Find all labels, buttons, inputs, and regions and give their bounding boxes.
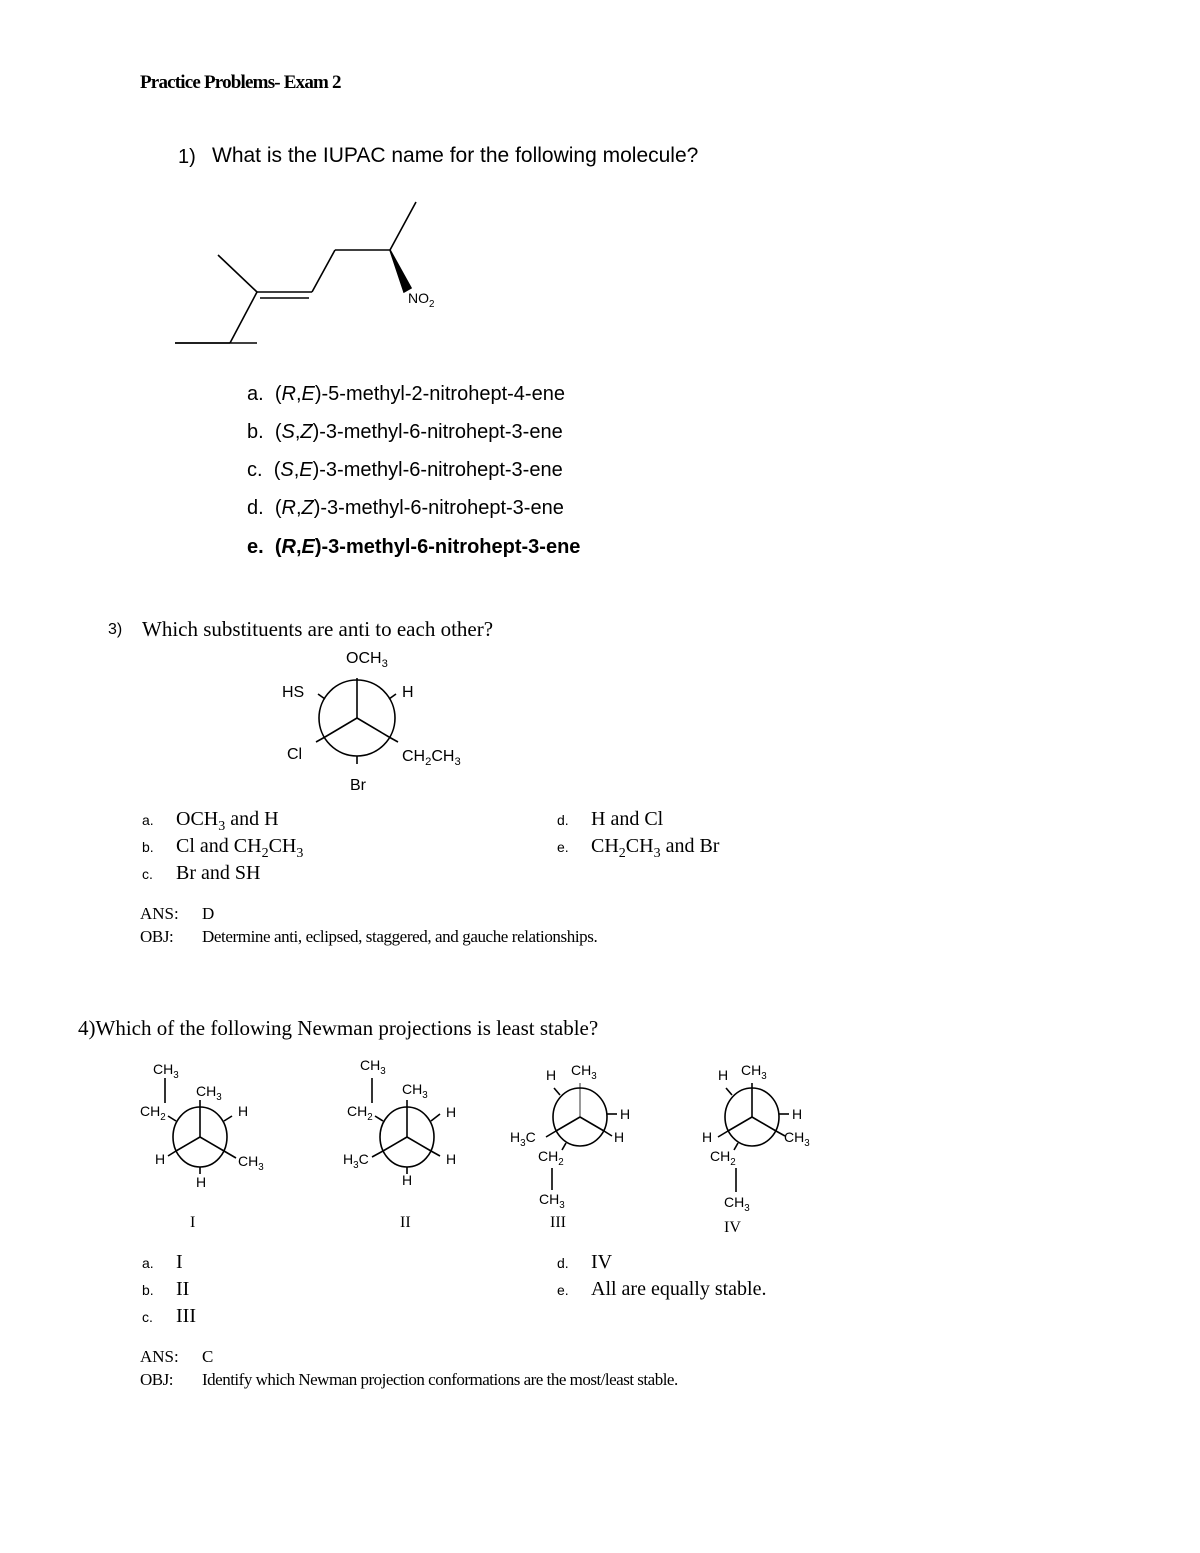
choice-name: )-3-methyl-6-nitrohept-3-ene [313,497,564,519]
ans-label: ANS: [140,904,179,923]
choice-letter: c. [142,1309,153,1325]
newman-bottom-label: Br [350,777,366,794]
choice-text: Cl and $CH_2CH_3$ [176,835,304,861]
q3-objective [140,927,597,947]
choice-letter: d. [247,497,264,519]
choice-d[interactable] [557,1251,612,1274]
choice-letter: b. [142,1282,154,1298]
choice-text: $CH_2CH_3$ and Br [591,835,720,861]
newman-II-h: H [446,1104,457,1120]
newman-II-front-ch3: $CH_3$ [402,1081,428,1101]
comma: , [295,383,302,405]
choice-text: IV [591,1251,613,1273]
paren: ( [274,421,282,443]
page-title: Practice Problems- Exam 2 [140,72,341,93]
choice-e[interactable] [557,835,719,862]
choice-text: All are equally stable. [591,1278,767,1300]
q3-number: 3) [108,621,123,638]
stereo-1: S [280,459,294,481]
no2-label: $NO_2$ [408,290,435,310]
newman-III-ch2: $CH_2$ [538,1148,564,1168]
choice-b[interactable] [247,421,563,444]
newman-II-numeral: II [400,1214,411,1231]
choice-text: Br and SH [176,862,261,884]
newman-II-back-ch2: $CH_2$ [347,1103,373,1123]
newman-I-back-ch2: $CH_2$ [140,1103,166,1123]
q1-question: What is the IUPAC name for the following molecule? [212,144,699,167]
choice-text: H and Cl [591,808,664,830]
newman-II-h: H [446,1151,457,1167]
choice-letter: e. [557,839,569,855]
newman-III-numeral: III [550,1214,566,1231]
choice-text: III [176,1305,196,1327]
choice-d[interactable] [247,497,564,520]
obj-value: Identify which Newman projection conformations are the most/least stable. [202,1370,678,1389]
newman-II-h: H [402,1172,413,1188]
newman-lower-left-label: Cl [287,746,303,763]
q4-answer [140,1347,213,1367]
paren: ( [273,459,281,481]
choice-c[interactable] [142,1305,196,1328]
choice-a[interactable] [142,1251,183,1274]
comma: , [294,421,301,443]
newman-III-h3c: $H_3C$ [510,1129,536,1149]
choice-letter: e. [247,536,264,558]
choice-letter: b. [247,421,264,443]
newman-I-h: H [196,1174,207,1190]
q4-newman-III [546,1083,617,1190]
choice-letter: a. [142,812,154,828]
q3-answer [140,904,214,924]
choice-text: $OCH_3$ and H [176,808,279,834]
newman-IV-h: H [718,1067,729,1083]
choice-d[interactable] [557,808,663,831]
ans-value: D [202,904,215,923]
newman-I-front-ch3: $CH_3$ [196,1083,222,1103]
newman-I-back-ch3: $CH_3$ [153,1061,179,1081]
choice-e-correct[interactable] [247,536,580,559]
q3-question: Which substituents are anti to each other? [142,617,494,641]
newman-III-h: H [546,1067,557,1083]
q1-number: 1) [178,146,196,168]
newman-IV-ch3: $CH_3$ [784,1129,810,1149]
newman-III-ch3: $CH_3$ [571,1062,597,1082]
newman-II-h3c: $H_3C$ [343,1151,369,1171]
choice-letter: a. [142,1255,154,1271]
stereo-2: E [299,459,313,481]
choice-letter: a. [247,383,264,405]
newman-I-numeral: I [190,1214,196,1231]
q1-skeletal-structure [175,202,416,343]
choice-letter: c. [247,459,263,481]
newman-IV-ch3: $CH_3$ [724,1194,750,1214]
choice-letter: c. [142,866,153,882]
newman-III-h: H [620,1106,631,1122]
choice-name: )-3-methyl-6-nitrohept-3-ene [314,536,581,558]
stereo-2: Z [300,421,313,443]
ans-label: ANS: [140,1347,179,1366]
choice-letter: e. [557,1282,569,1298]
choice-b[interactable] [142,835,303,862]
newman-II-back-ch3: $CH_3$ [360,1057,386,1077]
choice-c[interactable] [142,862,260,885]
newman-IV-numeral: IV [724,1219,741,1236]
stereo-1: R [281,536,296,558]
stereo-1: R [281,383,296,405]
stereo-2: E [301,536,315,558]
q4-newman-IV [718,1083,789,1192]
stereo-2: Z [301,497,314,519]
choice-name: )-3-methyl-6-nitrohept-3-ene [312,421,563,443]
choice-a[interactable] [247,383,565,406]
q3-newman-projection [316,678,398,764]
choice-text: I [176,1251,183,1273]
newman-top-label: $OCH_3$ [346,650,388,671]
choice-letter: d. [557,812,569,828]
newman-III-ch3: $CH_3$ [539,1191,565,1211]
newman-lower-right-label: $CH_2CH_3$ [402,748,461,769]
q4-question: 4)Which of the following Newman projections is least stable? [78,1016,599,1040]
newman-III-h: H [614,1129,625,1145]
choice-e[interactable] [557,1278,767,1301]
stereo-2: E [301,383,315,405]
newman-I-ch3: $CH_3$ [238,1153,264,1173]
newman-IV-h: H [792,1106,803,1122]
obj-value: Determine anti, eclipsed, staggered, and gauche relationships. [202,927,598,946]
q4-objective [140,1370,678,1390]
newman-IV-ch2: $CH_2$ [710,1148,736,1168]
choice-c[interactable] [247,459,563,482]
choice-name: )-3-methyl-6-nitrohept-3-ene [312,459,563,481]
choice-b[interactable] [142,1278,189,1301]
ans-value: C [202,1347,214,1366]
newman-IV-h: H [702,1129,713,1145]
obj-label: OBJ: [140,927,174,946]
choice-a[interactable] [142,808,279,835]
paren: ( [274,497,282,519]
comma: , [293,459,300,481]
stereo-1: R [281,497,296,519]
choice-letter: b. [142,839,154,855]
obj-label: OBJ: [140,1370,173,1389]
paren: ( [274,383,282,405]
paren: ( [274,536,282,558]
comma: , [295,536,302,558]
choice-letter: d. [557,1255,569,1271]
stereo-1: S [281,421,295,443]
choice-text: II [176,1278,190,1300]
choice-name: )-5-methyl-2-nitrohept-4-ene [314,383,565,405]
newman-IV-ch3: $CH_3$ [741,1062,767,1082]
newman-upper-right-label: H [402,684,414,701]
comma: , [295,497,302,519]
newman-I-h: H [238,1103,249,1119]
newman-I-h: H [155,1151,166,1167]
newman-upper-left-label: HS [282,684,305,701]
